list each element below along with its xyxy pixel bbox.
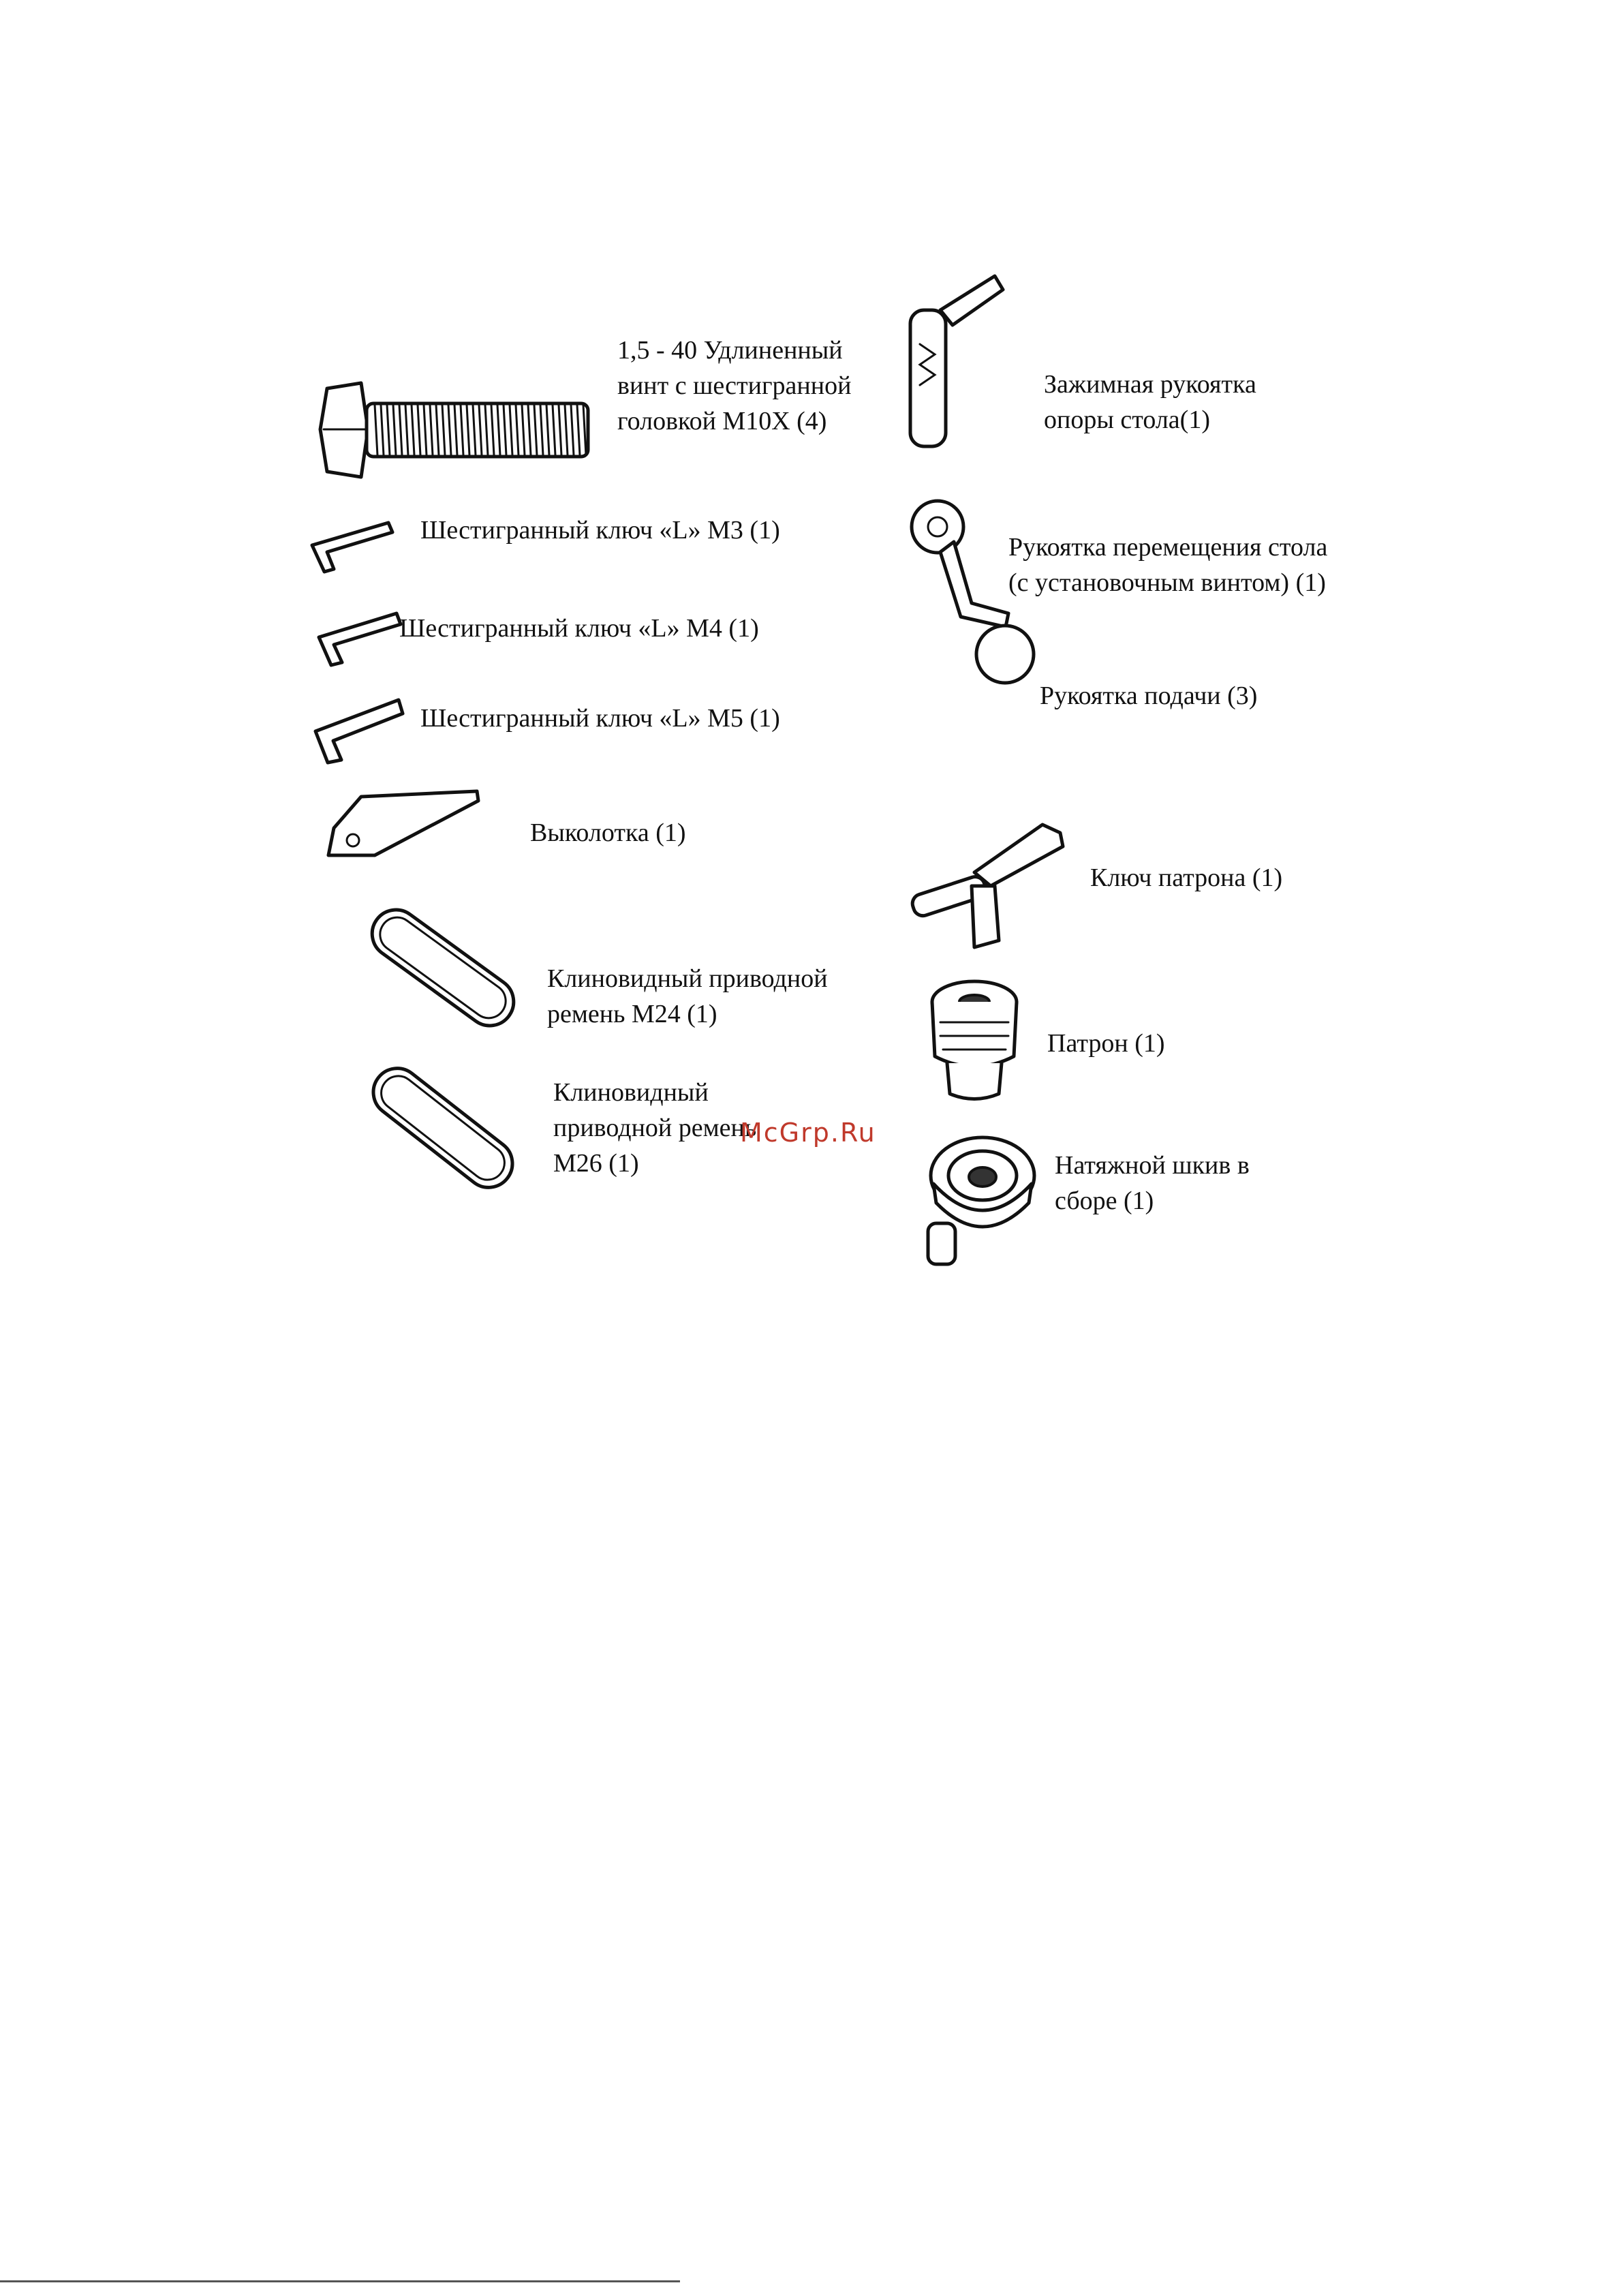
table-clamp-handle-label: Зажимная рукоятка опоры стола(1) [1044,370,1256,434]
tension-pulley-illustration [920,1128,1042,1271]
tension-pulley-label: Натяжной шкив в сборе (1) [1055,1151,1250,1215]
table-crank-label: Рукоятка перемещения стола (с установочным винтом) (1) [1008,533,1328,597]
drift-label: Выколотка (1) [530,818,686,847]
feed-handle-label: Рукоятка подачи (3) [1040,682,1258,710]
hex-key-m4-label: Шестигранный ключ «L» M4 (1) [399,614,759,643]
drift-illustration [320,787,484,862]
footer-divider [0,2280,680,2282]
table-clamp-handle-illustration [899,269,1015,453]
belt-m26-label: Клиновидный приводной ремень M26 (1) [553,1078,757,1178]
chuck-key-illustration [906,811,1077,961]
hex-key-m3-label: Шестигранный ключ «L» M3 (1) [420,516,780,545]
hex-key-m3-illustration [307,515,395,576]
hex-key-m5-illustration [310,692,405,767]
belt-m26-illustration [354,1060,531,1196]
belt-m24-illustration [354,903,531,1032]
bolt-illustration [320,375,593,484]
chuck-illustration [920,975,1029,1104]
hex-key-m4-illustration [313,607,402,668]
chuck-key-label: Ключ патрона (1) [1090,863,1283,892]
feed-handle-illustration [845,617,1049,821]
chuck-label: Патрон (1) [1047,1029,1165,1058]
hex-key-m5-label: Шестигранный ключ «L» M5 (1) [420,704,780,733]
bolt-label: 1,5 - 40 Удлиненный винт с шестигранной головкой M10X (4) [617,336,852,435]
belt-m24-label: Клиновидный приводной ремень M24 (1) [547,964,828,1028]
watermark: McGrp.Ru [740,1118,876,1148]
